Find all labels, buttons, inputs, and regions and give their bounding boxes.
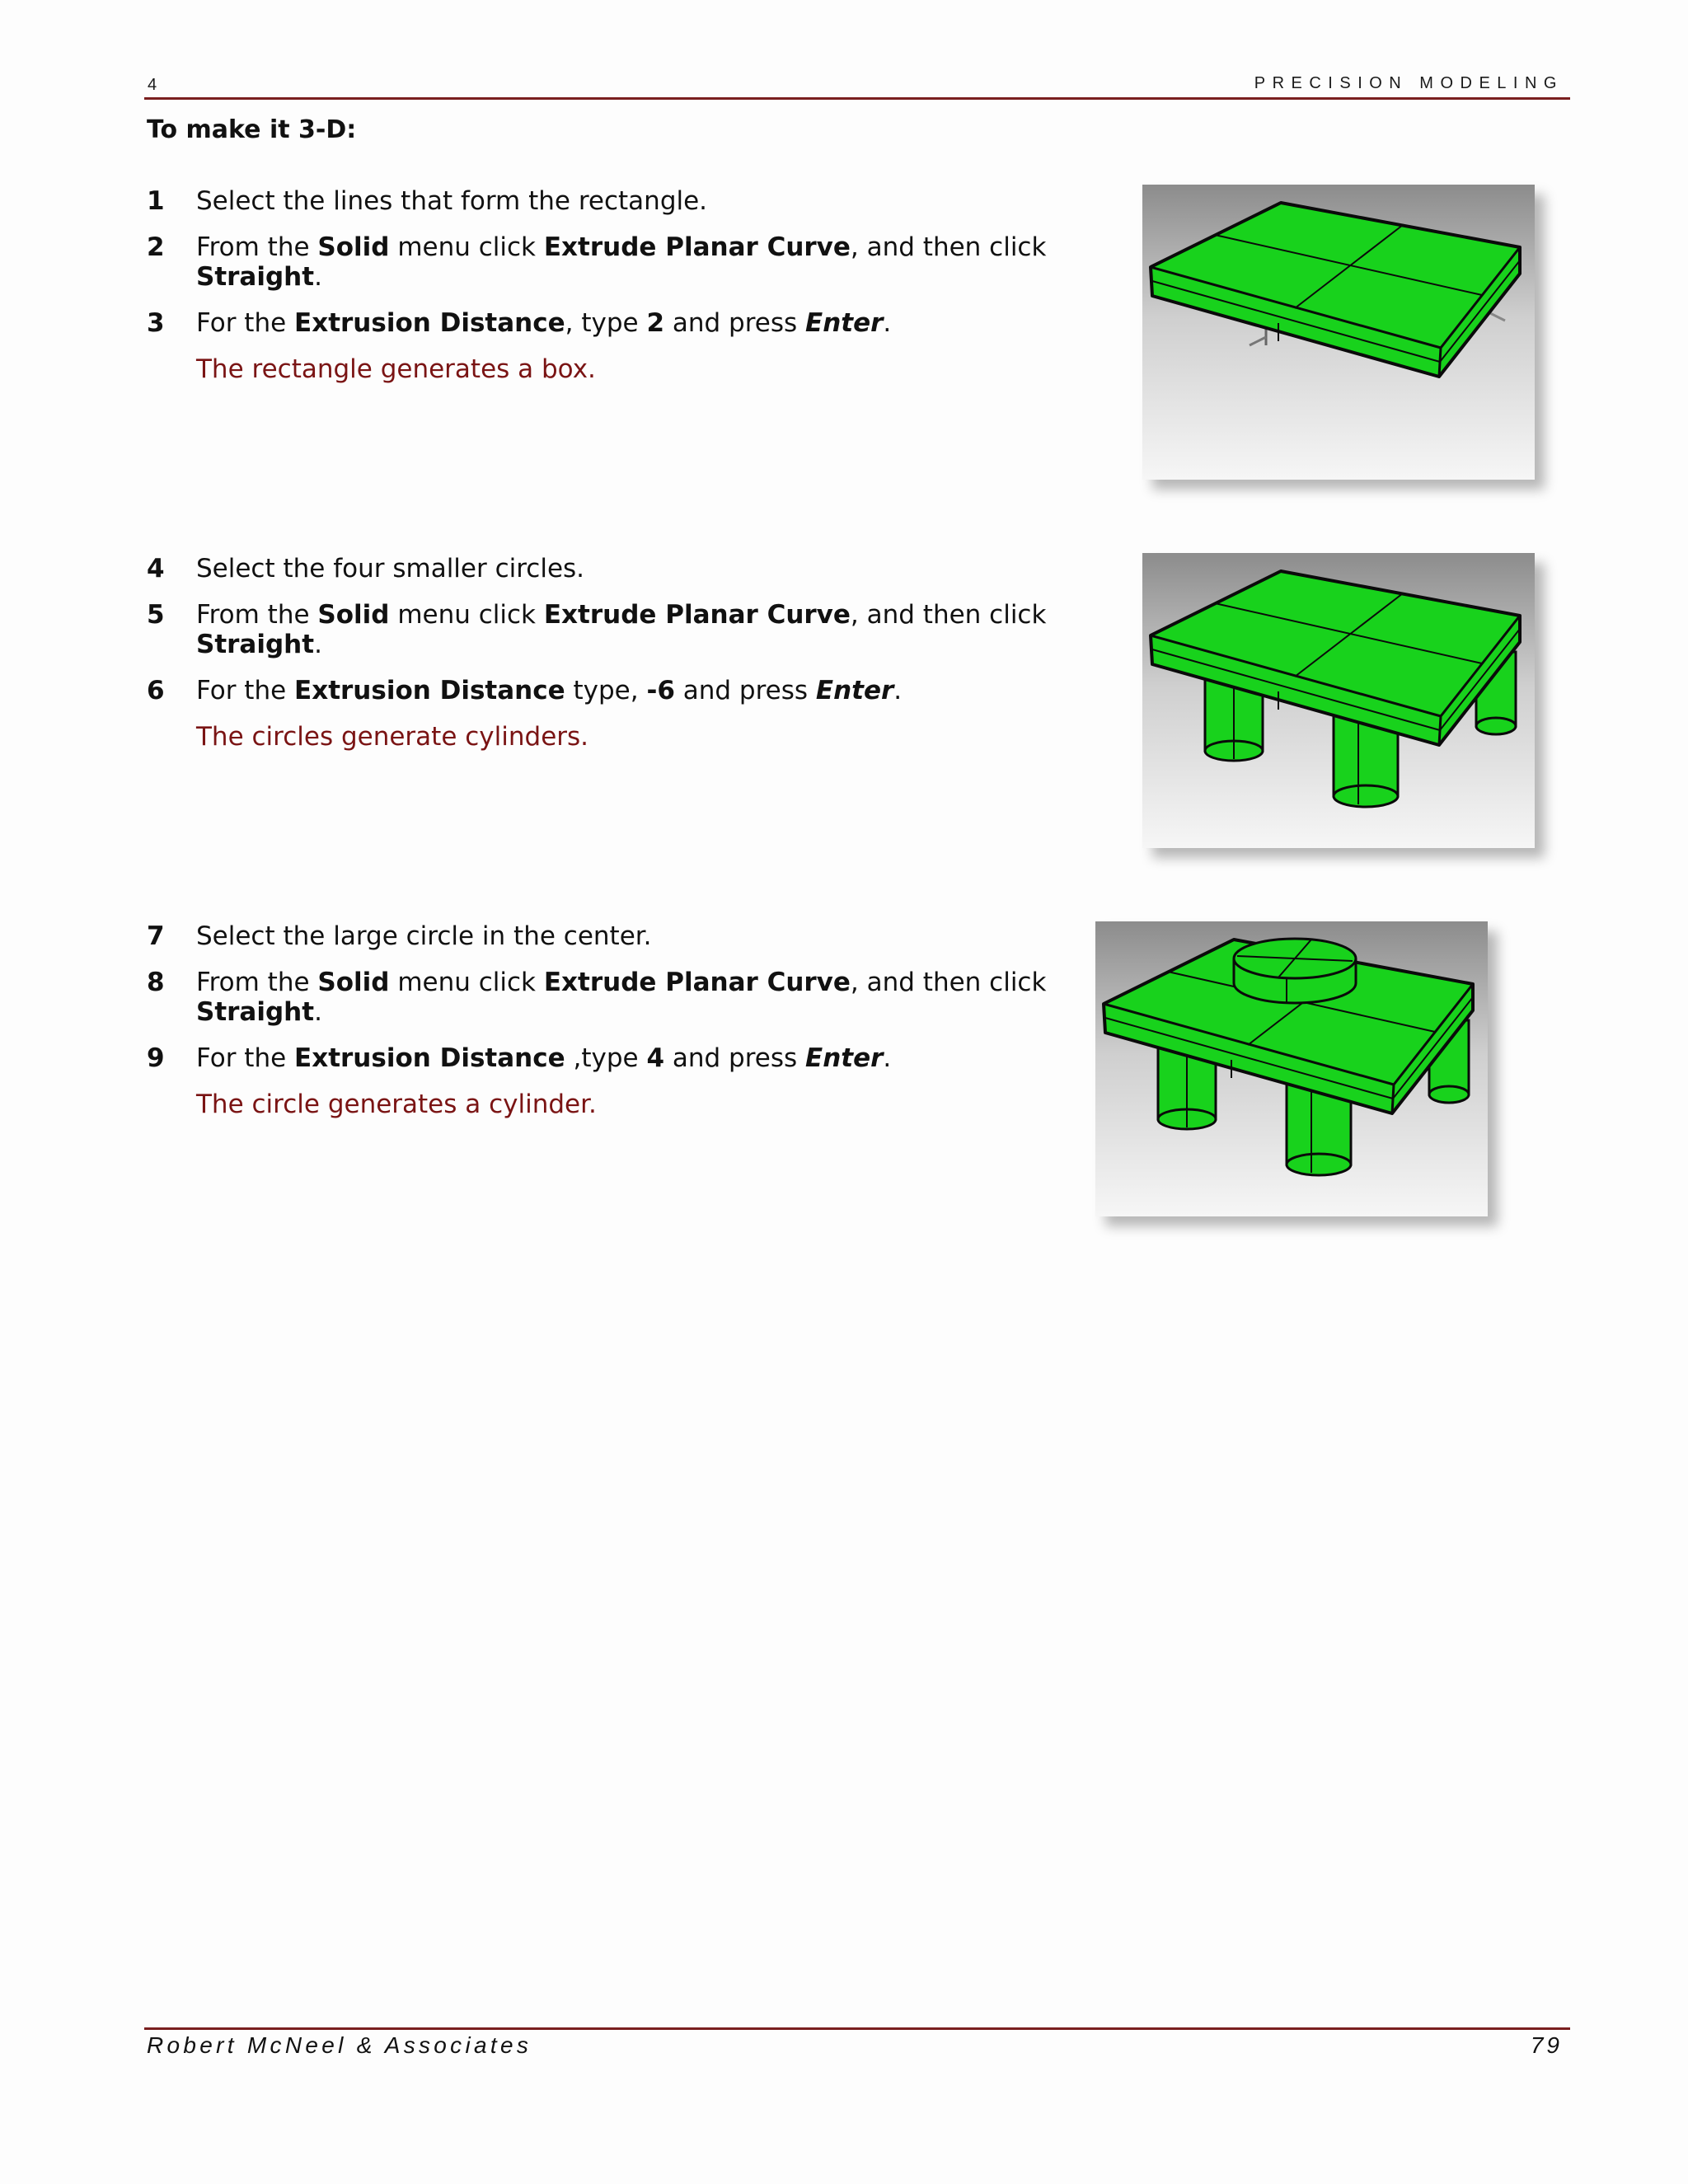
section-heading: To make it 3-D: [147,115,357,144]
step-text: From the Solid menu click Extrude Planar Curve, and then click Straight. [196,232,1047,292]
step-result: The circles generate cylinders. [196,722,589,752]
page-header [144,73,1570,99]
table-render-image [1095,921,1488,1216]
box-render-image [1142,185,1535,480]
step-number: 2 [147,232,165,262]
step-text: For the Extrusion Distance type, -6 and press Enter. [196,676,903,705]
page-footer [147,2032,1568,2065]
step-number: 9 [147,1043,165,1073]
step-number: 8 [147,968,165,997]
step-number: 6 [147,676,165,705]
step-text: For the Extrusion Distance, type 2 and press Enter. [196,308,892,338]
step-number: 5 [147,600,165,630]
step-text: Select the four smaller circles. [196,554,585,583]
step-number: 1 [147,186,165,216]
header-rule [144,97,1570,100]
step-result: The circle generates a cylinder. [196,1090,597,1119]
box-render-figure [1142,185,1535,480]
header-chapter-title: PRECISION MODELING [1254,74,1564,92]
step-number: 7 [147,921,165,951]
cylinders-render-figure [1142,553,1535,848]
cylinders-render-image [1142,553,1535,848]
footer-rule [144,2027,1570,2030]
step-text: For the Extrusion Distance ,type 4 and press Enter. [196,1043,892,1073]
footer-publisher: Robert McNeel & Associates [147,2032,532,2058]
step-number: 4 [147,554,165,583]
step-number: 3 [147,308,165,338]
header-page-number: 4 [148,76,157,94]
footer-page-number: 79 [1530,2032,1563,2058]
step-result: The rectangle generates a box. [196,354,596,384]
step-text: Select the large circle in the center. [196,921,652,951]
step-text: From the Solid menu click Extrude Planar Curve, and then click Straight. [196,968,1047,1027]
step-text: From the Solid menu click Extrude Planar Curve, and then click Straight. [196,600,1047,659]
table-render-figure [1095,921,1488,1216]
step-text: Select the lines that form the rectangle. [196,186,708,216]
